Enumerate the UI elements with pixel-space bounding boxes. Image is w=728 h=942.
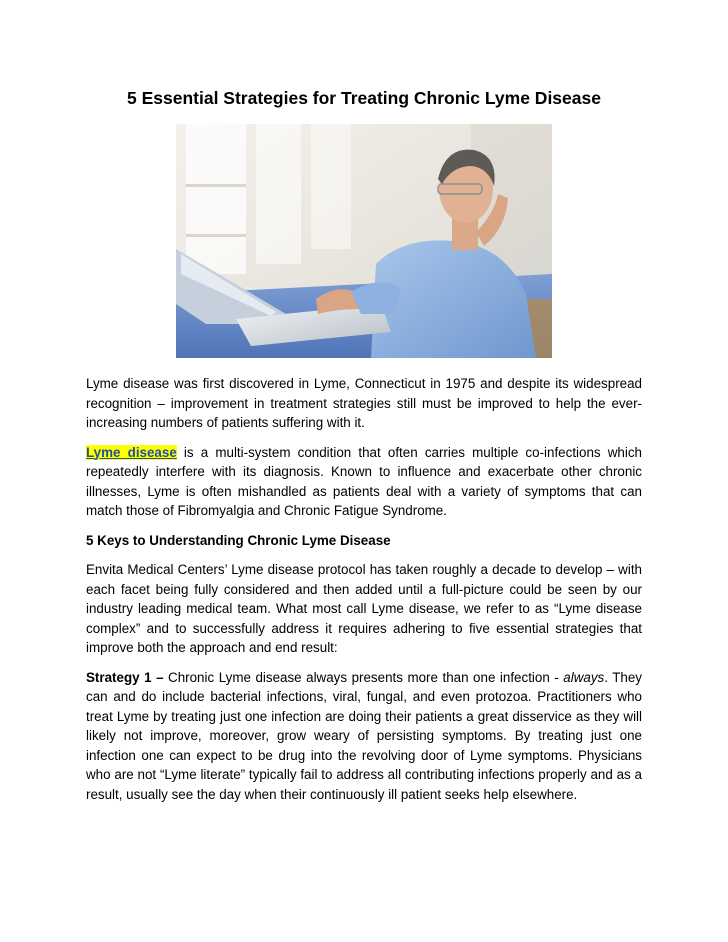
strategy-1-label: Strategy 1 –: [86, 669, 164, 685]
paragraph-intro: Lyme disease was first discovered in Lyme, Connecticut in 1975 and despite its widespread recognition – improvement in treatment strategies still must be improved to help the ever-increasing numbers of patients suffering with it.: [86, 376, 642, 430]
article-body: [86, 374, 642, 814]
document-title: 5 Essential Strategies for Treating Chronic Lyme Disease: [127, 88, 601, 108]
strategy-1-text-b: . They can and do include bacterial infections, viral, fungal, and even protozoa. Practitioners who treat Lyme by treating just one infection are doing their patients a great disservice as they will likely not improve, moreover, grow weary of persisting symptoms. By treating just one infection one can expect to be drug into the revolving door of Lyme symptoms. Physicians who are not “Lyme literate” typically fail to address all contributing infections properly and as a result, usually see the day when their continuously ill patient seeks help elsewhere.: [86, 669, 642, 802]
paragraph-protocol: Envita Medical Centers’ Lyme disease protocol has taken roughly a decade to develop – with each facet being fully considered and then added until a full-picture could be seen by our industry leading medical team. What most call Lyme disease, we refer to as “Lyme disease complex” and to successfully address it requires adhering to five essential strategies that improve both the approach and end result:: [86, 562, 642, 655]
strategy-1-emphasis: always: [563, 669, 605, 685]
paragraph-multi-system-text: is a multi-system condition that often carries multiple co-infections which repeatedly interfere with its diagnosis. Known to influence and exacerbate other chronic illnesses, Lyme is often mishandled as patients deal with a variety of symptoms that can match those of Fibromyalgia and Chronic Fatigue Syndrome.: [86, 444, 642, 518]
paragraph-multi-system: [86, 443, 642, 521]
section-heading: 5 Keys to Understanding Chronic Lyme Disease: [86, 532, 391, 548]
paragraph-strategy-1: [86, 668, 642, 805]
strategy-1-text-a: Chronic Lyme disease always presents more than one infection -: [163, 669, 564, 685]
lyme-disease-link[interactable]: Lyme disease: [86, 444, 177, 460]
hero-photo: [176, 124, 552, 358]
